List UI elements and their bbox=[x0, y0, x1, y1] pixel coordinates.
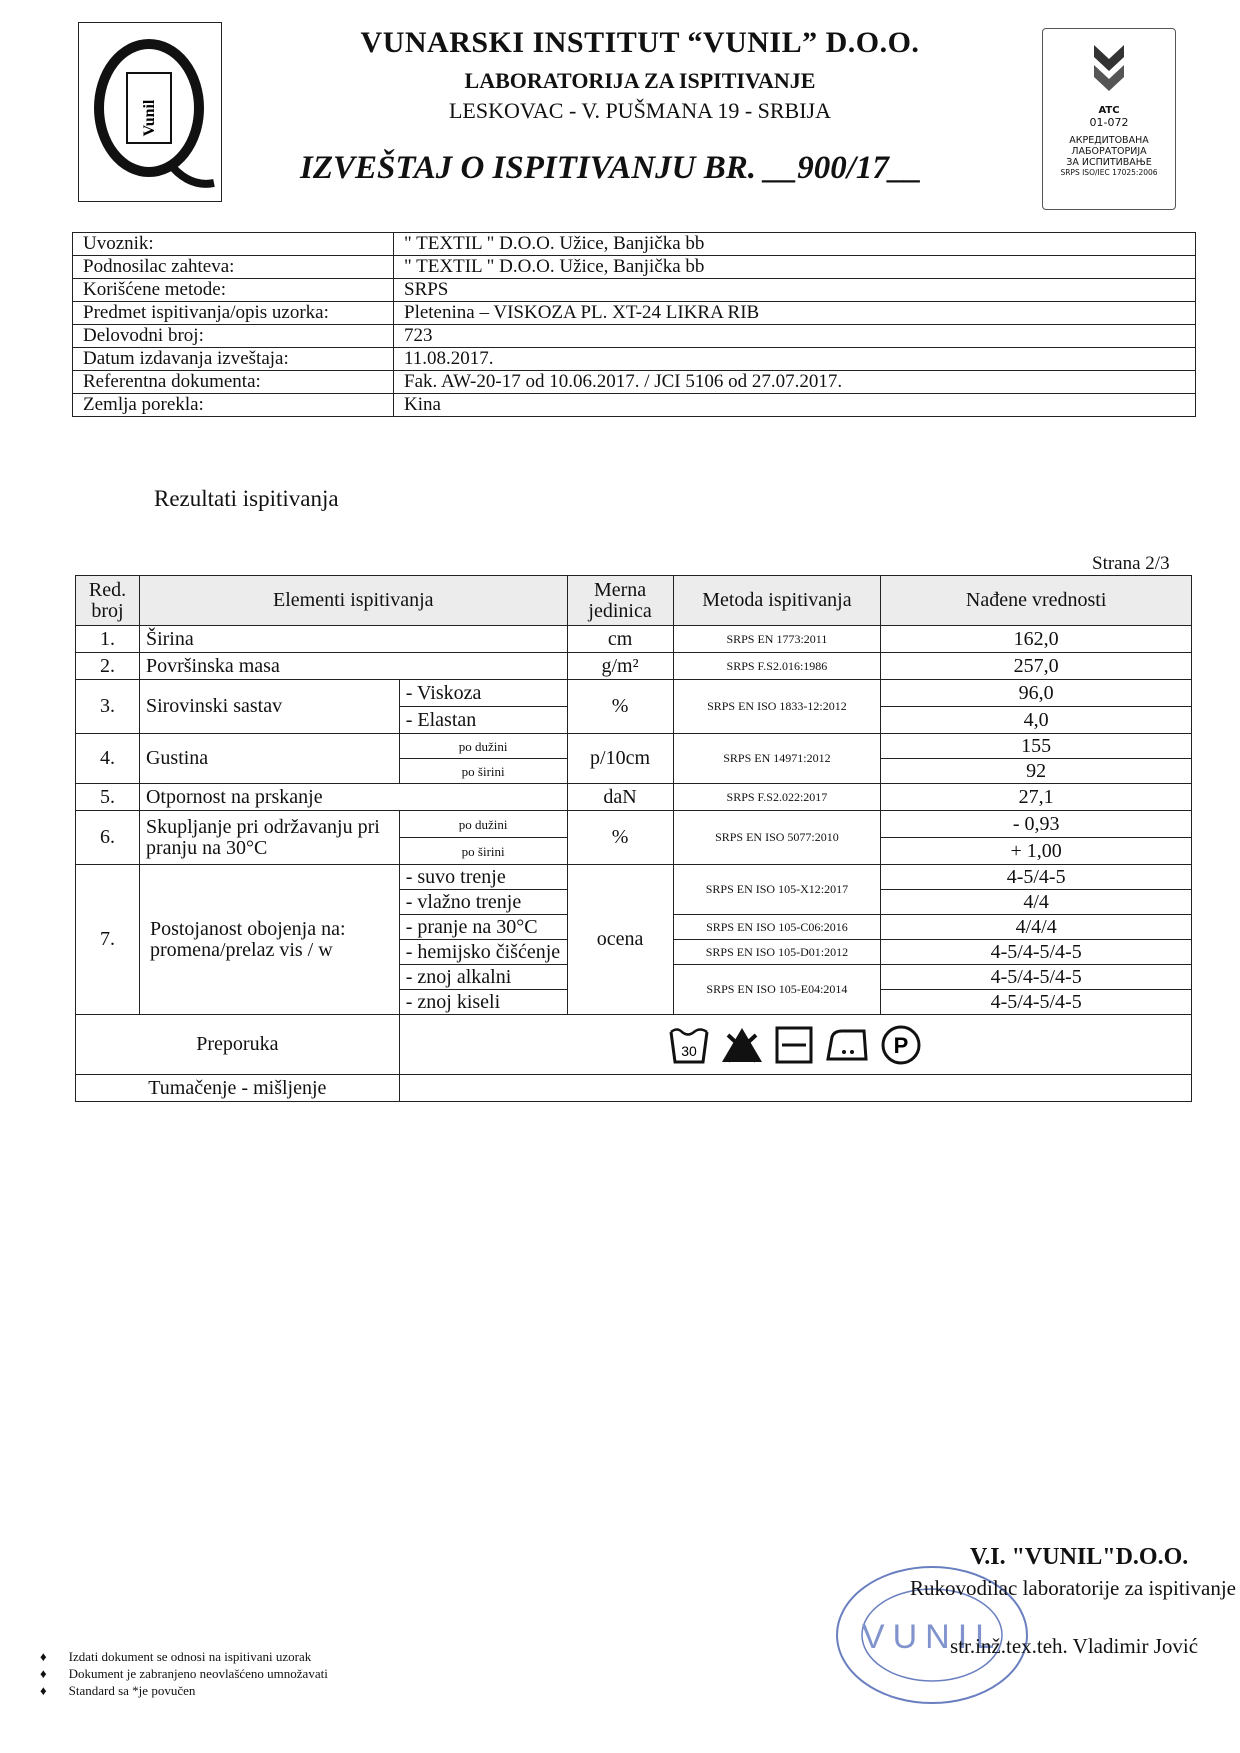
info-row bbox=[73, 302, 1196, 325]
row-number: 1. bbox=[76, 626, 140, 653]
interpretation-row bbox=[76, 1075, 1192, 1102]
info-label: Podnosilac zahteva: bbox=[73, 256, 394, 279]
row-method: SRPS EN 14971:2012 bbox=[673, 734, 881, 784]
row-element: Postojanost obojenja na: promena/prelaz vis / w bbox=[139, 865, 399, 1015]
no-bleach-icon bbox=[720, 1025, 764, 1065]
signature-role: Rukovodilac laboratorije za ispitivanje bbox=[910, 1576, 1236, 1600]
table-row bbox=[76, 811, 1192, 838]
row-unit: g/m² bbox=[567, 653, 673, 680]
row-method: SRPS EN ISO 1833-12:2012 bbox=[673, 680, 881, 734]
row-value: - 0,93 bbox=[881, 811, 1192, 838]
table-row bbox=[76, 653, 1192, 680]
info-label: Korišćene metode: bbox=[73, 279, 394, 302]
row-subelement: - znoj alkalni bbox=[399, 965, 567, 990]
accreditation-code: ATC bbox=[1098, 105, 1120, 116]
row-value: + 1,00 bbox=[881, 838, 1192, 865]
accreditation-line1: АКРЕДИТОВАНА bbox=[1069, 135, 1149, 146]
info-label: Predmet ispitivanja/opis uzorka: bbox=[73, 302, 394, 325]
row-number: 6. bbox=[76, 811, 140, 865]
row-value: 27,1 bbox=[881, 784, 1192, 811]
row-element: Širina bbox=[139, 626, 567, 653]
info-value: " TEXTIL " D.O.O. Užice, Banjička bb bbox=[394, 233, 1196, 256]
signature-company: V.I. "VUNIL"D.O.O. bbox=[970, 1544, 1189, 1570]
accreditation-badge bbox=[1042, 28, 1176, 210]
institute-name: VUNARSKI INSTITUT “VUNIL” D.O.O. bbox=[360, 26, 920, 59]
interpretation-value bbox=[399, 1075, 1191, 1102]
accreditation-line3: ЗА ИСПИТИВАЊЕ bbox=[1066, 157, 1152, 168]
header-value: Nađene vrednosti bbox=[881, 576, 1192, 626]
info-row bbox=[73, 233, 1196, 256]
row-unit: % bbox=[567, 811, 673, 865]
institute-address: LESKOVAC - V. PUŠMANA 19 - SRBIJA bbox=[448, 98, 832, 123]
row-unit: p/10cm bbox=[567, 734, 673, 784]
row-subelement: - Viskoza bbox=[399, 680, 567, 707]
results-heading: Rezultati ispitivanja bbox=[154, 486, 339, 511]
info-label: Uvoznik: bbox=[73, 233, 394, 256]
info-value: Kina bbox=[394, 394, 1196, 417]
row-value: 4/4 bbox=[881, 890, 1192, 915]
row-subelement: - znoj kiseli bbox=[399, 990, 567, 1015]
svg-text:VUNIL: VUNIL bbox=[861, 1618, 1003, 1656]
signature-name: str.inž.tex.teh. Vladimir Jović bbox=[950, 1634, 1199, 1658]
row-value: 155 bbox=[881, 734, 1192, 759]
row-subelement: - Elastan bbox=[399, 707, 567, 734]
row-number: 3. bbox=[76, 680, 140, 734]
row-value: 92 bbox=[881, 759, 1192, 784]
row-unit: ocena bbox=[567, 865, 673, 1015]
row-subelement: po dužini bbox=[399, 734, 567, 759]
info-row bbox=[73, 348, 1196, 371]
info-value: Fak. AW-20-17 od 10.06.2017. / JCI 5106 od 27.07.2017. bbox=[394, 371, 1196, 394]
accreditation-number: 01-072 bbox=[1089, 116, 1129, 129]
institute-logo bbox=[78, 22, 222, 202]
row-method: SRPS EN ISO 5077:2010 bbox=[673, 811, 881, 865]
info-label: Referentna dokumenta: bbox=[73, 371, 394, 394]
row-element: Površinska masa bbox=[139, 653, 567, 680]
table-row bbox=[76, 680, 1192, 707]
row-method: SRPS F.S2.016:1986 bbox=[673, 653, 881, 680]
report-title: IZVEŠTAJ O ISPITIVANJU BR. __900/17__ bbox=[300, 150, 922, 186]
row-subelement: po širini bbox=[399, 759, 567, 784]
row-method: SRPS EN ISO 105-X12:2017 bbox=[673, 865, 881, 915]
row-method: SRPS F.S2.022:2017 bbox=[673, 784, 881, 811]
row-unit: % bbox=[567, 680, 673, 734]
info-row bbox=[73, 256, 1196, 279]
row-method: SRPS EN ISO 105-C06:2016 bbox=[673, 915, 881, 940]
row-element: Otpornost na prskanje bbox=[139, 784, 567, 811]
row-subelement: - suvo trenje bbox=[399, 865, 567, 890]
footnotes bbox=[40, 1648, 328, 1699]
header-method: Metoda ispitivanja bbox=[673, 576, 881, 626]
laboratory-name: LABORATORIJA ZA ISPITIVANJE bbox=[464, 68, 816, 93]
wash-30-icon bbox=[668, 1024, 710, 1066]
recommendation-label: Preporuka bbox=[76, 1015, 400, 1075]
info-value: 723 bbox=[394, 325, 1196, 348]
row-number: 2. bbox=[76, 653, 140, 680]
interpretation-label: Tumačenje - mišljenje bbox=[76, 1075, 400, 1102]
tumble-dry-flat-icon bbox=[774, 1025, 814, 1065]
info-label: Zemlja porekla: bbox=[73, 394, 394, 417]
info-value: Pletenina – VISKOZA PL. XT-24 LIKRA RIB bbox=[394, 302, 1196, 325]
care-symbols bbox=[399, 1015, 1191, 1075]
accreditation-icon bbox=[1084, 37, 1134, 99]
row-method: SRPS EN 1773:2011 bbox=[673, 626, 881, 653]
row-number: 5. bbox=[76, 784, 140, 811]
results-header-row bbox=[76, 576, 1192, 626]
info-row bbox=[73, 394, 1196, 417]
row-subelement: - pranje na 30°C bbox=[399, 915, 567, 940]
info-row bbox=[73, 371, 1196, 394]
row-value: 4-5/4-5/4-5 bbox=[881, 965, 1192, 990]
page-number: Strana 2/3 bbox=[1092, 553, 1170, 574]
header-no: Red. broj bbox=[76, 576, 140, 626]
logo-text: Vunil bbox=[141, 99, 158, 137]
row-value: 4/4/4 bbox=[881, 915, 1192, 940]
info-row bbox=[73, 279, 1196, 302]
info-label: Datum izdavanja izveštaja: bbox=[73, 348, 394, 371]
header-unit: Merna jedinica bbox=[567, 576, 673, 626]
row-method: SRPS EN ISO 105-D01:2012 bbox=[673, 940, 881, 965]
report-info-table bbox=[72, 232, 1196, 417]
recommendation-row bbox=[76, 1015, 1192, 1075]
table-row bbox=[76, 865, 1192, 890]
footnote: ♦ Standard sa *je povučen bbox=[40, 1683, 196, 1698]
footnote: ♦ Dokument je zabranjeno neovlašćeno umnožavati bbox=[40, 1666, 328, 1681]
row-unit: daN bbox=[567, 784, 673, 811]
info-label: Delovodni broj: bbox=[73, 325, 394, 348]
row-value: 162,0 bbox=[881, 626, 1192, 653]
results-table bbox=[75, 575, 1192, 1102]
row-subelement: po dužini bbox=[399, 811, 567, 838]
row-value: 4-5/4-5 bbox=[881, 865, 1192, 890]
row-subelement: - vlažno trenje bbox=[399, 890, 567, 915]
iron-low-icon bbox=[824, 1025, 870, 1065]
info-value: 11.08.2017. bbox=[394, 348, 1196, 371]
row-element: Gustina bbox=[139, 734, 399, 784]
wash-temperature: 30 bbox=[681, 1042, 698, 1059]
row-number: 4. bbox=[76, 734, 140, 784]
row-value: 4,0 bbox=[881, 707, 1192, 734]
dry-clean-p-icon bbox=[880, 1024, 922, 1066]
row-subelement: - hemijsko čišćenje bbox=[399, 940, 567, 965]
info-value: " TEXTIL " D.O.O. Užice, Banjička bb bbox=[394, 256, 1196, 279]
table-row bbox=[76, 626, 1192, 653]
row-element: Skupljanje pri održavanju pri pranju na 30°C bbox=[139, 811, 399, 865]
row-subelement: po širini bbox=[399, 838, 567, 865]
row-value: 4-5/4-5/4-5 bbox=[881, 940, 1192, 965]
row-method: SRPS EN ISO 105-E04:2014 bbox=[673, 965, 881, 1015]
accreditation-line2: ЛАБОРАТОРИЈА bbox=[1071, 146, 1147, 157]
svg-text:P: P bbox=[894, 1032, 909, 1058]
header-element: Elementi ispitivanja bbox=[139, 576, 567, 626]
table-row bbox=[76, 784, 1192, 811]
accreditation-standard: SRPS ISO/IEC 17025:2006 bbox=[1060, 168, 1158, 177]
footnote: ♦ Izdati dokument se odnosi na ispitivani uzorak bbox=[40, 1649, 312, 1664]
row-value: 4-5/4-5/4-5 bbox=[881, 990, 1192, 1015]
row-number: 7. bbox=[76, 865, 140, 1015]
row-unit: cm bbox=[567, 626, 673, 653]
row-value: 96,0 bbox=[881, 680, 1192, 707]
row-value: 257,0 bbox=[881, 653, 1192, 680]
info-value: SRPS bbox=[394, 279, 1196, 302]
info-row bbox=[73, 325, 1196, 348]
table-row bbox=[76, 734, 1192, 759]
row-element: Sirovinski sastav bbox=[139, 680, 399, 734]
